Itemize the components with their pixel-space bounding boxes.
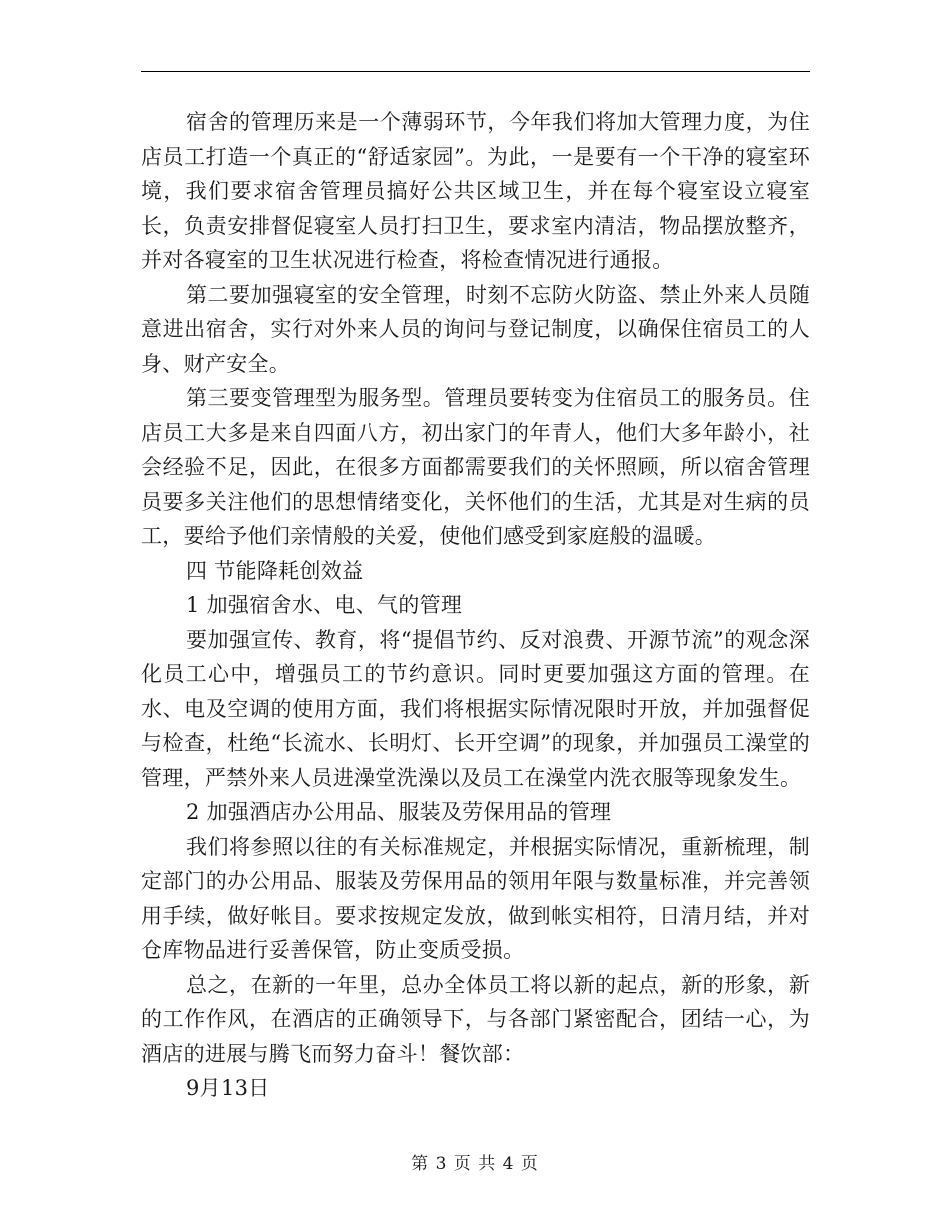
subheading-supplies: 2 加强酒店办公用品、服装及劳保用品的管理 bbox=[186, 800, 612, 824]
date-line: 9月13日 bbox=[186, 1076, 270, 1100]
paragraph-utilities: 要加强宣传、教育，将“提倡节约、反对浪费、开源节流”的观念深化员工心中，增强员工的节约意识。同时更要加强这方面的管理。在水、电及空调的使用方面，我们将根据实际情况限时开放，并加强督促与检查，杜绝“长流水、长明灯、长开空调”的现象，并加强员工澡堂的管理，严禁外来人员进澡堂洗澡以及员工在澡堂内洗衣服等现象发生。 bbox=[141, 627, 810, 790]
document-body bbox=[141, 105, 810, 1106]
paragraph-conclusion: 总之，在新的一年里，总办全体员工将以新的起点，新的形象，新的工作作风，在酒店的正确领导下，与各部门紧密配合，团结一心，为酒店的进展与腾飞而努力奋斗！餐饮部： bbox=[141, 972, 810, 1066]
subheading-utilities: 1 加强宿舍水、电、气的管理 bbox=[186, 593, 463, 617]
paragraph-dormitory-safety: 第二要加强寝室的安全管理，时刻不忘防火防盗、禁止外来人员随意进出宿舍，实行对外来人员的询问与登记制度，以确保住宿员工的人身、财产安全。 bbox=[141, 282, 810, 376]
paragraph-supplies: 我们将参照以往的有关标准规定，并根据实际情况，重新梳理，制定部门的办公用品、服装及劳保用品的领用年限与数量标准，并完善领用手续，做好帐目。要求按规定发放，做到帐实相符，日清月结，并对仓库物品进行妥善保管，防止变质受损。 bbox=[141, 834, 810, 962]
section-heading-energy-saving: 四 节能降耗创效益 bbox=[186, 558, 364, 583]
paragraph-service-oriented: 第三要变管理型为服务型。管理员要转变为住宿员工的服务员。住店员工大多是来自四面八方，初出家门的年青人，他们大多年龄小，社会经验不足，因此，在很多方面都需要我们的关怀照顾，所以宿舍管理员要多关注他们的思想情绪变化，关怀他们的生活，尤其是对生病的员工，要给予他们亲情般的关爱，使他们感受到家庭般的温暖。 bbox=[141, 386, 810, 548]
page-number-footer: 第 3 页 共 4 页 bbox=[411, 1154, 539, 1174]
paragraph-dormitory-management: 宿舍的管理历来是一个薄弱环节，今年我们将加大管理力度，为住店员工打造一个真正的“舒适家园”。为此，一是要有一个干净的寝室环境，我们要求宿舍管理员搞好公共区域卫生，并在每个寝室设立寝室长，负责安排督促寝室人员打扫卫生，要求室内清洁，物品摆放整齐，并对各寝室的卫生状况进行检查，将检查情况进行通报。 bbox=[141, 110, 810, 272]
header-rule bbox=[141, 71, 810, 72]
